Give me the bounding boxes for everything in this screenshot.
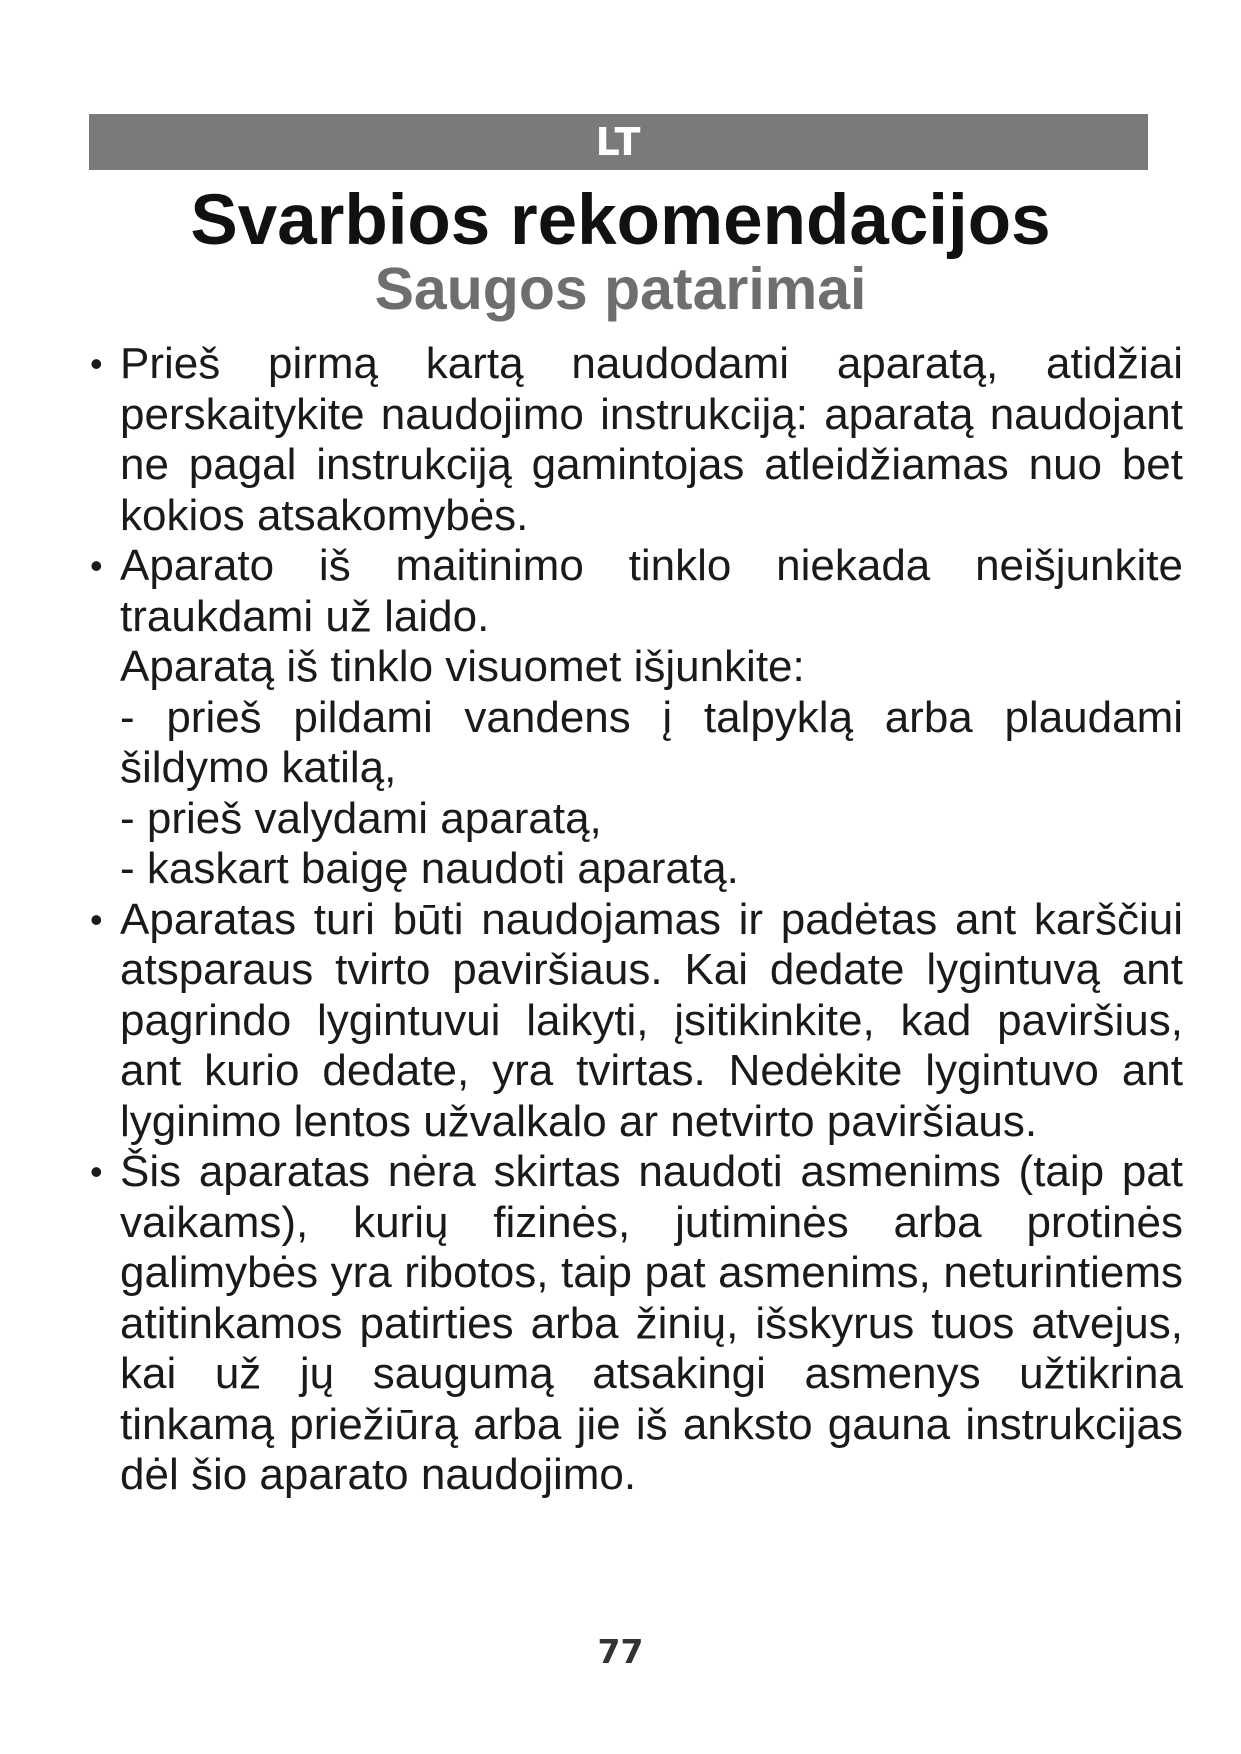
bullet-icon: •: [90, 545, 103, 586]
recommendations-list: [88, 339, 1183, 1501]
item-text: Prieš pirmą kartą naudodami aparatą, atidžiai perskaitykite naudojimo instrukciją: aparatą naudojant ne pagal instrukciją gamintojas atleidžiamas nuo bet kokios atsakomybės.: [120, 339, 1183, 540]
page-title: Svarbios rekomendacijos: [190, 181, 1051, 260]
language-code: LT: [595, 120, 642, 164]
sub-list-line: - prieš valydami aparatą,: [120, 793, 602, 843]
page-number: 77: [597, 1632, 644, 1671]
list-item: [88, 541, 1183, 895]
item-subtext: Aparatą iš tinklo visuomet išjunkite:: [120, 642, 805, 691]
list-item: [88, 339, 1183, 541]
page-subtitle: Saugos patarimai: [374, 256, 867, 322]
bullet-icon: •: [90, 1151, 103, 1192]
language-bar: [89, 114, 1148, 170]
sub-list-line: - kaskart baigę naudoti aparatą.: [120, 844, 739, 893]
item-text: Aparato iš maitinimo tinklo niekada neišjunkite traukdami už laido.: [120, 541, 1183, 641]
bullet-icon: •: [90, 343, 103, 384]
sub-list-line: - prieš pildami vandens į talpyklą arba plaudami šildymo katilą,: [120, 692, 1183, 792]
list-item: [88, 895, 1183, 1148]
list-item: [88, 1147, 1183, 1501]
bullet-icon: •: [90, 898, 103, 940]
item-text: Aparatas turi būti naudojamas ir padėtas ant karščiui atsparaus tvirto paviršiaus. Kai dedate lygintuvą ant pagrindo lygintuvui laikyti, įsitikinkite, kad paviršius, ant kurio dedate, yra tvirtas. Nedėkite lygintuvo ant lyginimo lentos užvalkalo ar netvirto paviršiaus.: [120, 894, 1183, 1146]
item-text: Šis aparatas nėra skirtas naudoti asmenims (taip pat vaikams), kurių fizinės, jutiminės arba protinės galimybės yra ribotos, taip pat asmenims, neturintiems atitinkamos patirties arba žinių, išskyrus tuos atvejus, kai už jų saugumą atsakingi asmenys užtikrina tinkamą priežiūrą arba jie iš anksto gauna instrukcijas dėl šio aparato naudojimo.: [120, 1147, 1183, 1499]
recommendations-content: [88, 339, 1183, 1501]
